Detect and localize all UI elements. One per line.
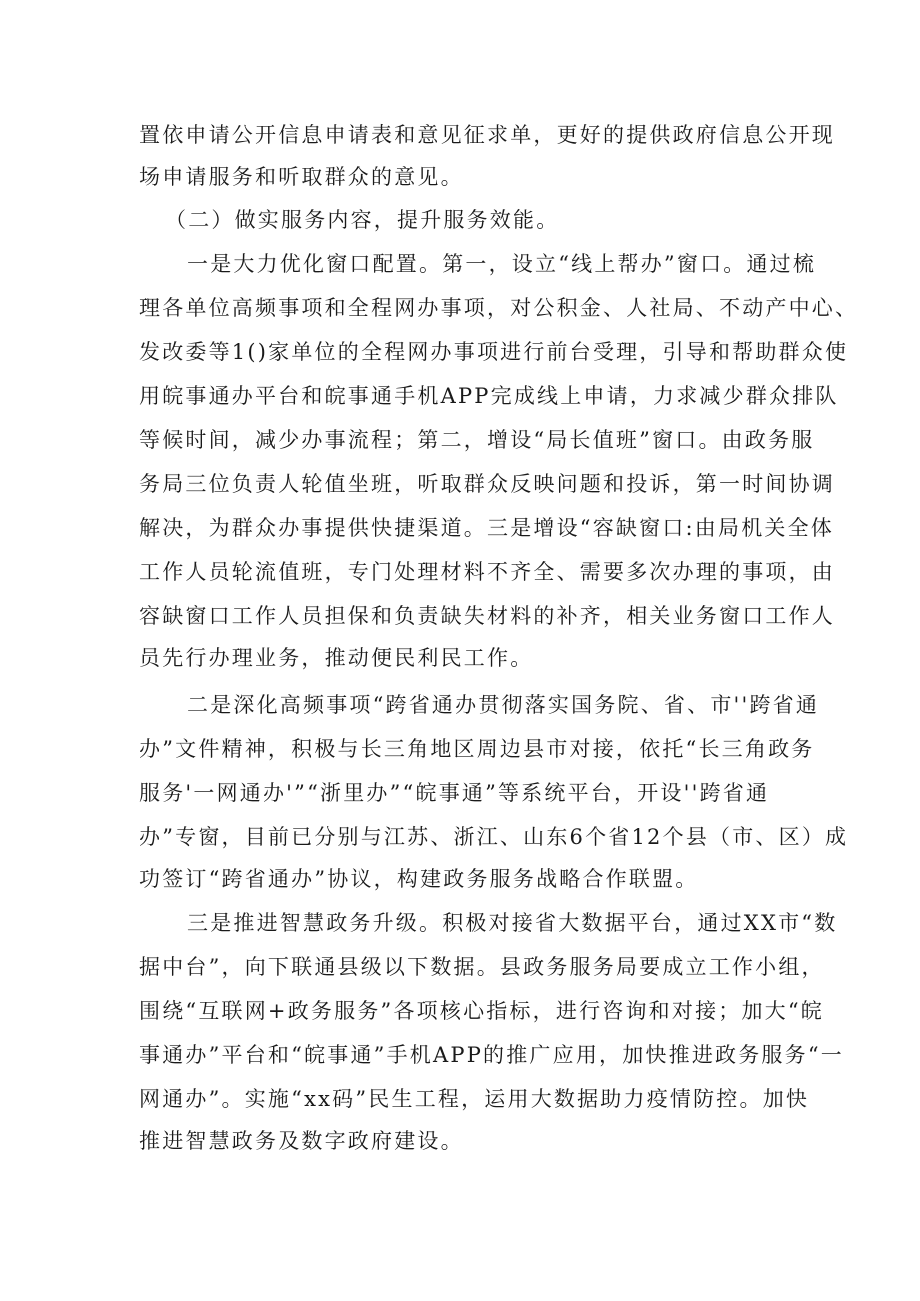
text-line: 推进智慧政务及数字政府建设。 [139,1129,464,1153]
text-line: 功签订“跨省通办”协议，构建政务服务战略合作联盟。 [139,867,699,891]
text-line: 二是深化高频事项“跨省通办贯彻落实国务院、省、市''跨省通 [187,693,820,717]
text-line: 等候时间，减少办事流程；第二，增设“局长值班”窗口。由政务服 [139,428,815,452]
text-line: 围绕“互联网+政务服务”各项核心指标，进行咨询和对接；加大“皖 [139,999,825,1023]
text-line: 事通办”平台和“皖事通”手机APP的推广应用，加快推进政务服务“一 [139,1043,844,1067]
text-line: 容缺窗口工作人员担保和负责缺失材料的补齐，相关业务窗口工作人 [139,604,835,628]
text-line: 一是大力优化窗口配置。第一，设立“线上帮办”窗口。通过梳 [187,252,817,276]
text-line: 发改委等1()家单位的全程网办事项进行前台受理，引导和帮助群众使 [139,340,849,364]
text-line: 网通办”。实施“xx码”民生工程，运用大数据助力疫情防控。加快 [139,1087,810,1111]
text-line: 务局三位负责人轮值坐班，听取群众反映问题和投诉，第一时间协调 [139,472,835,496]
text-line: 服务'一网通办'”“浙里办”“皖事通”等系统平台，开设''跨省通 [139,781,770,805]
text-line: 用皖事通办平台和皖事通手机APP完成线上申请，力求减少群众排队 [139,384,839,408]
text-line: 据中台”，向下联通县级以下数据。县政务服务局要成立工作小组， [139,955,825,979]
text-line: 解决，为群众办事提供快捷渠道。三是增设“容缺窗口:由局机关全体 [139,516,835,540]
text-line: 置依申请公开信息申请表和意见征求单，更好的提供政府信息公开现 [139,123,835,147]
section-heading: （二）做实服务内容，提升服务效能。 [165,208,560,232]
text-line: 三是推进智慧政务升级。积极对接省大数据平台，通过XX市“数 [187,911,838,935]
text-line: 理各单位高频事项和全程网办事项，对公积金、人社局、不动产中心、 [139,296,859,320]
text-line: 场申请服务和听取群众的意见。 [139,165,464,189]
text-line: 工作人员轮流值班，专门处理材料不齐全、需要多次办理的事项，由 [139,560,835,584]
text-line: 员先行办理业务，推动便民利民工作。 [139,646,534,670]
text-line: 办”文件精神，积极与长三角地区周边县市对接，依托“长三角政务 [139,737,815,761]
text-line: 办”专窗，目前已分别与江苏、浙江、山东6个省12个县（市、区）成 [139,825,849,849]
